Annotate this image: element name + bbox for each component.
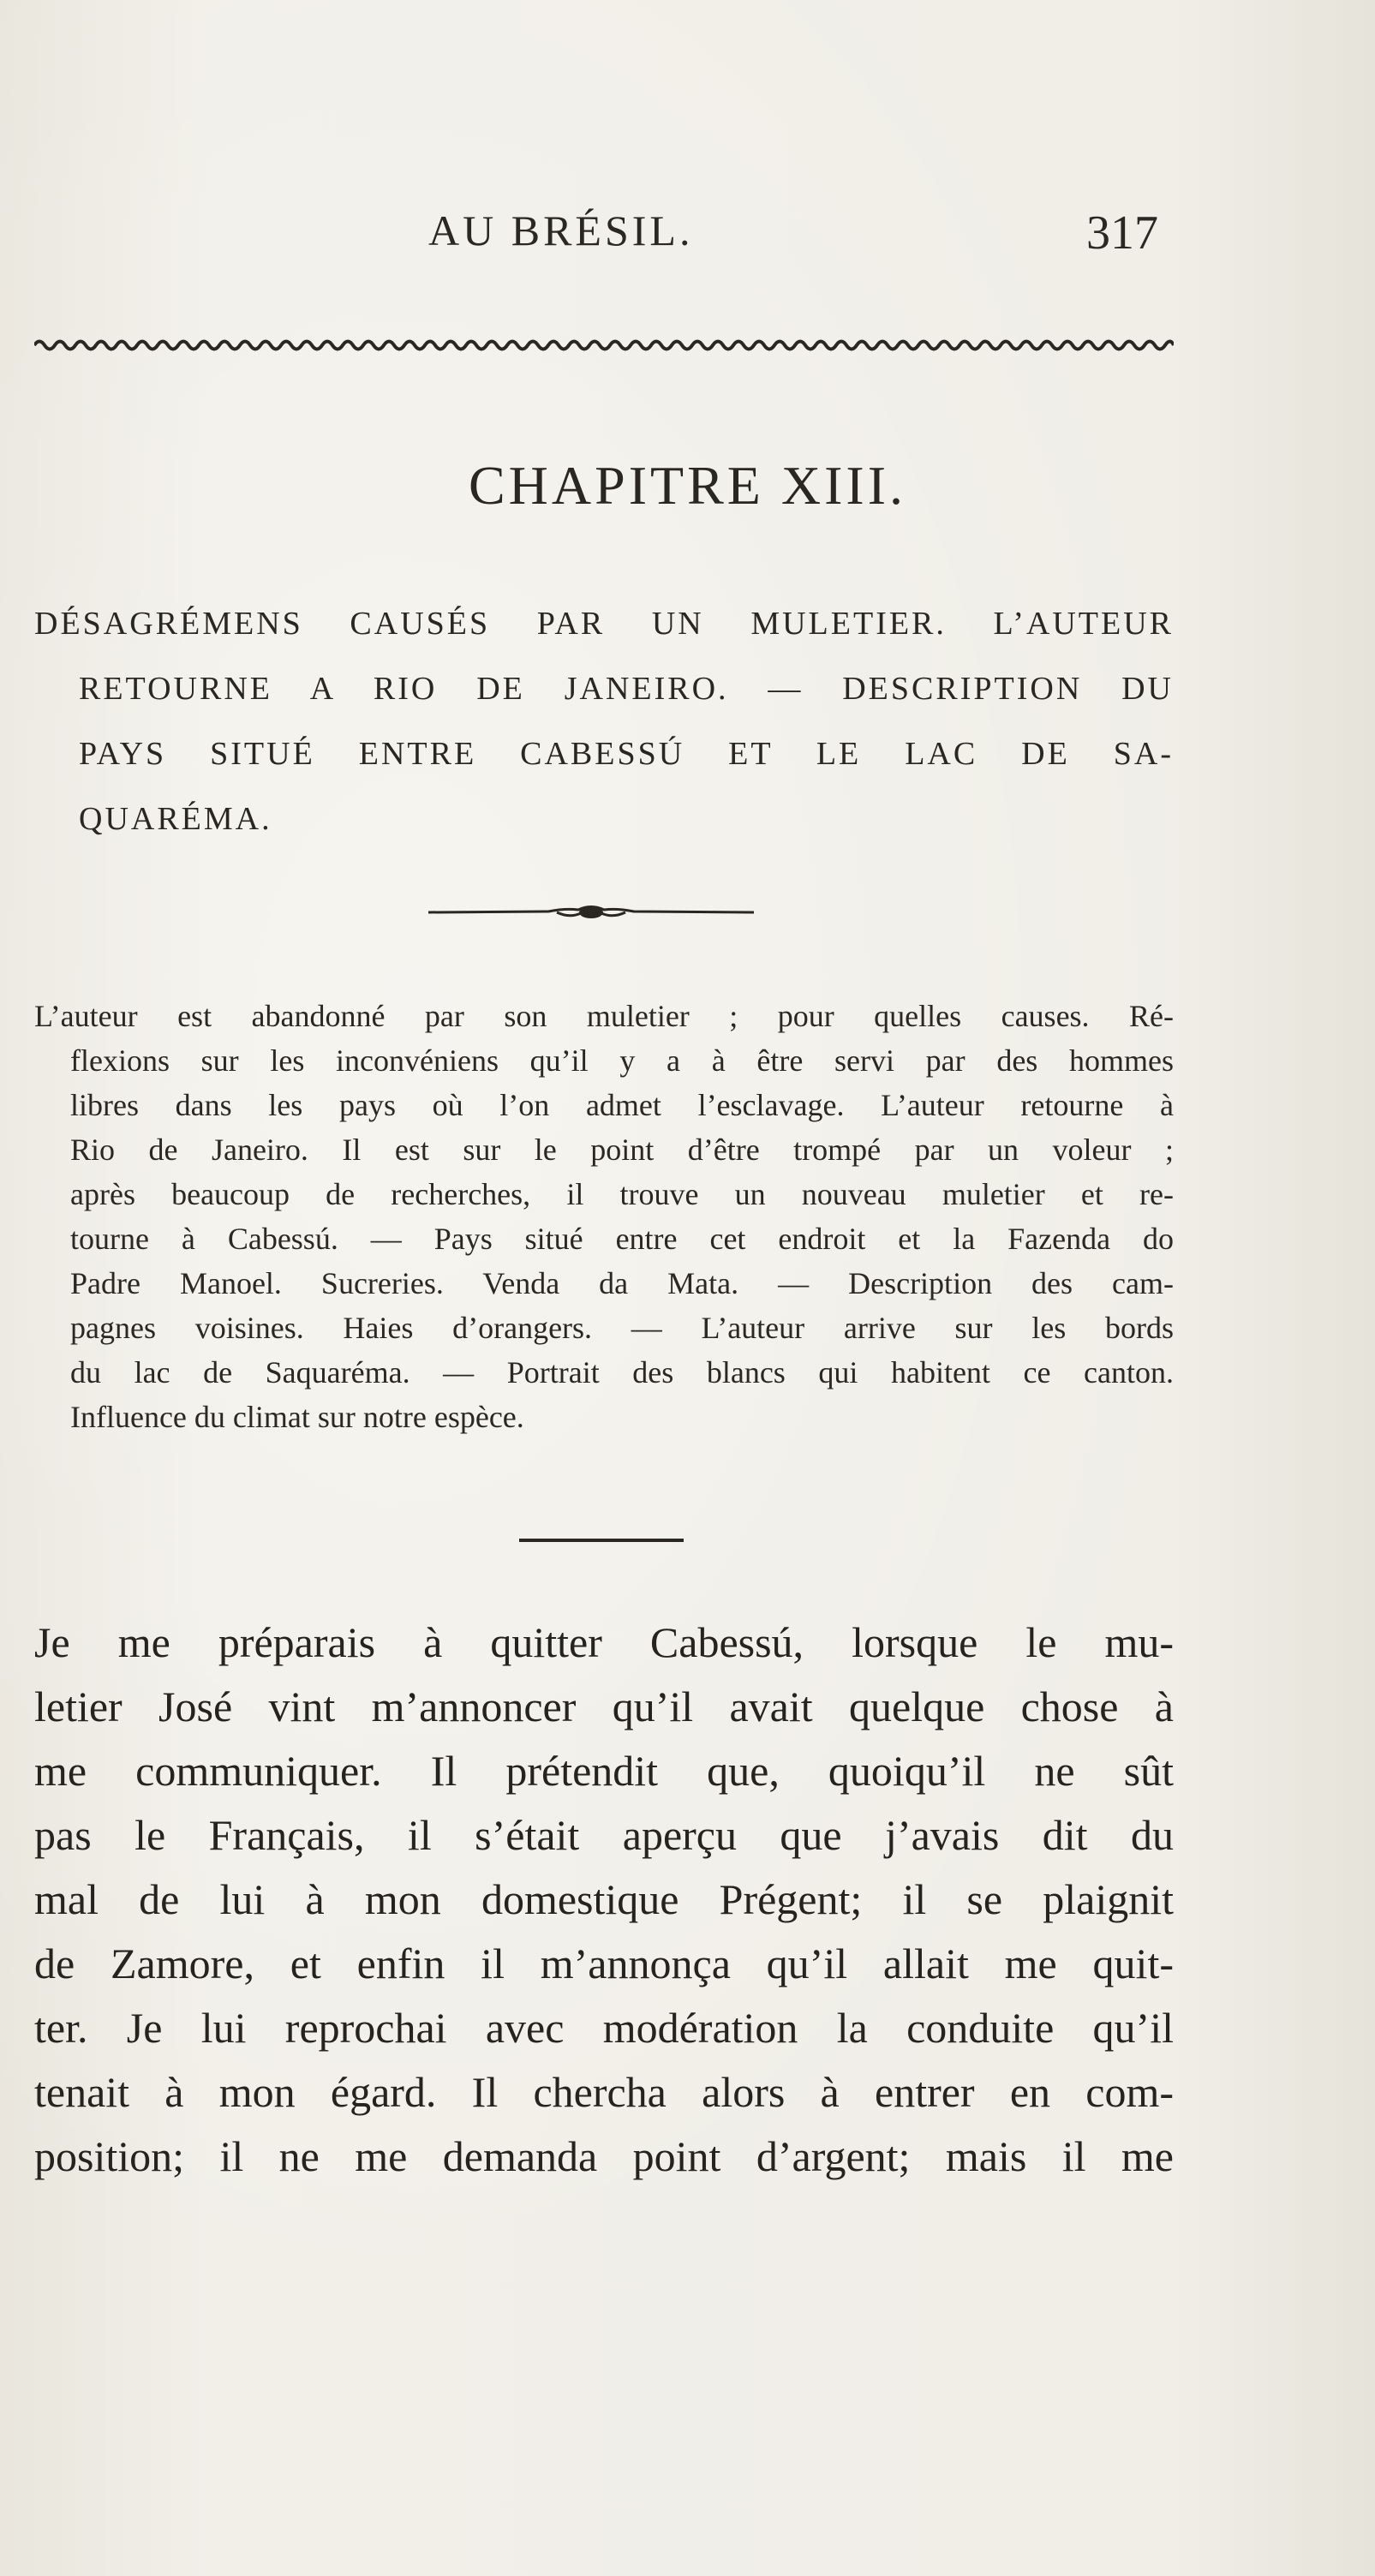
subtitle-line: PAYS SITUÉ ENTRE CABESSÚ ET LE LAC DE SA- xyxy=(79,736,1174,772)
summary-line: pagnes voisines. Haies d’orangers. — L’auteur arrive sur les bords xyxy=(70,1311,1174,1345)
running-head: AU BRÉSIL. xyxy=(428,206,694,254)
chapter-title: CHAPITRE XIII. xyxy=(468,455,907,516)
chapter-summary xyxy=(34,994,1174,1439)
decorative-wave-rule xyxy=(34,336,1174,355)
summary-line: après beaucoup de recherches, il trouve un nouveau muletier et re- xyxy=(70,1177,1174,1211)
page-number: 317 xyxy=(1086,206,1158,260)
section-rule xyxy=(519,1539,684,1542)
body-line: letier José vint m’annoncer qu’il avait quelque chose à xyxy=(34,1682,1174,1730)
body-line: me communiquer. Il prétendit que, quoiqu’il ne sût xyxy=(34,1747,1174,1795)
summary-line: Rio de Janeiro. Il est sur le point d’être trompé par un voleur ; xyxy=(70,1133,1174,1167)
body-line: de Zamore, et enfin il m’annonça qu’il allait me quit- xyxy=(34,1939,1174,1987)
page-header xyxy=(0,206,1375,274)
ornament-divider xyxy=(428,900,754,925)
body-line: ter. Je lui reprochai avec modération la conduite qu’il xyxy=(34,2004,1174,2052)
body-line: tenait à mon égard. Il chercha alors à entrer en com- xyxy=(34,2068,1174,2116)
subtitle-line: QUARÉMA. xyxy=(79,801,272,837)
body-line: position; il ne me demanda point d’argent; mais il me xyxy=(34,2132,1174,2180)
body-line: pas le Français, il s’était aperçu que j’avais dit du xyxy=(34,1811,1174,1859)
summary-line: du lac de Saquaréma. — Portrait des blancs qui habitent ce canton. xyxy=(70,1355,1174,1390)
summary-line: libres dans les pays où l’on admet l’esclavage. L’auteur retourne à xyxy=(70,1088,1174,1122)
summary-line: flexions sur les inconvéniens qu’il y a à être servi par des hommes xyxy=(70,1043,1174,1078)
summary-line: Padre Manoel. Sucreries. Venda da Mata. — Description des cam- xyxy=(70,1266,1174,1300)
body-line: mal de lui à mon domestique Prégent; il se plaignit xyxy=(34,1875,1174,1923)
subtitle-line: RETOURNE A RIO DE JANEIRO. — DESCRIPTION DU xyxy=(79,671,1174,707)
subtitle-line: DÉSAGRÉMENS CAUSÉS PAR UN MULETIER. L’AUTEUR xyxy=(34,606,1174,642)
summary-line: L’auteur est abandonné par son muletier ; pour quelles causes. Ré- xyxy=(34,999,1174,1033)
body-text xyxy=(34,1611,1174,2189)
summary-line: tourne à Cabessú. — Pays situé entre cet endroit et la Fazenda do xyxy=(70,1222,1174,1256)
chapter-subtitle xyxy=(34,591,1174,852)
body-line: Je me préparais à quitter Cabessú, lorsque le mu- xyxy=(34,1618,1174,1666)
summary-line: Influence du climat sur notre espèce. xyxy=(70,1400,524,1434)
